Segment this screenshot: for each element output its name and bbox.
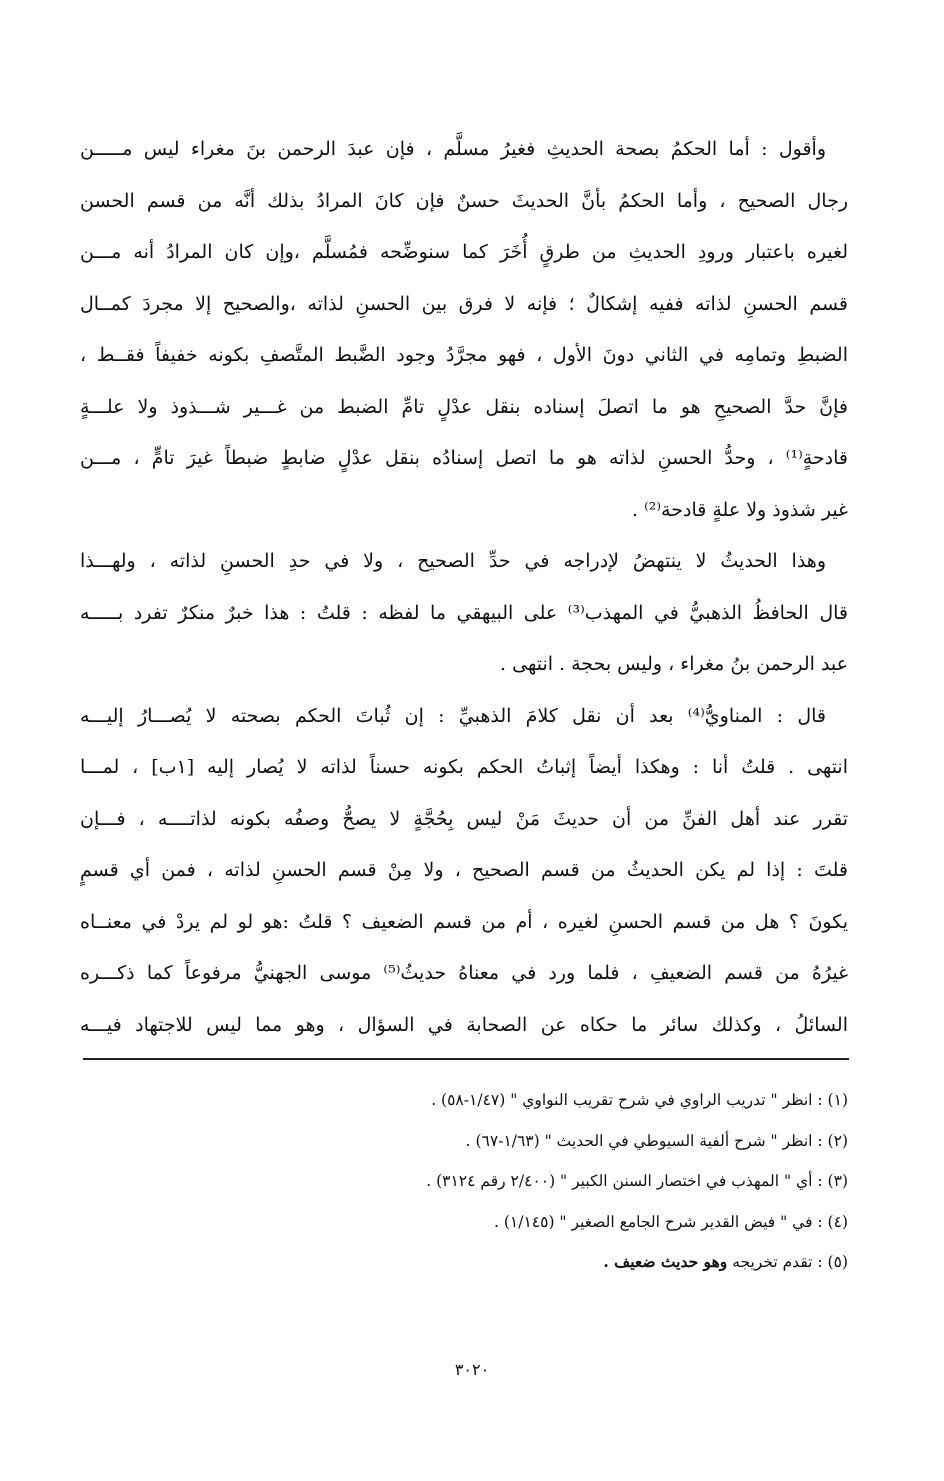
text-line: قسم الحسنِ لذاته ففيه إشكالٌ ؛ فإنه لا فرق بين الحسنِ لذاته ،والصحيح إلا مجردَ كمــال xyxy=(80,292,848,315)
text-line: الضبطِ وتمامِه في الثاني دونَ الأول ، فهو مجرَّدُ وجود الضَّبط المتَّصفِ بكونه خفيفاً فقــط ، xyxy=(80,344,848,366)
footnote-2: (٢) : انظر " شرح ألفية السيوطي في الحديث " (١/٦٣-٦٧) . xyxy=(465,1131,848,1150)
footnotes xyxy=(148,1080,848,1283)
footnote-5-emphasis: وهو حديث ضعيف . xyxy=(603,1252,728,1271)
footnote-1: (١) : انظر " تدريب الراوي في شرح تقريب النواوي " (١/٤٧-٥٨) . xyxy=(431,1091,848,1109)
text-line: تقرر عند أهل الفنِّ من أن حديثَ مَنْ ليس بِحُجَّةٍ لا يصحُّ وصفُه بكونه لذاتــــه ، فـــإن xyxy=(80,807,848,830)
footnote-5-text: (٥) : تقدم تخريجه xyxy=(727,1253,848,1271)
text-line: يكونَ ؟ هل من قسم الحسنِ لغيره ، أم من قسم الضعيف ؟ قلتُ :هو لو لم يردْ في معنــاه xyxy=(80,910,848,933)
page-number: ٣٠٢٠ xyxy=(454,1360,490,1379)
text-line: فإنَّ حدَّ الصحيحِ هو ما اتصلَ إسناده بنقل عدْلٍ تامِّ الضبط من غـــير شـــذوذ ولا علـــةٍ xyxy=(80,395,848,418)
text-line: غيرُهُ من قسم الضعيفِ ، فلما ورد في معناهُ حديثُ⁽⁵⁾ موسى الجهنيُّ مرفوعاً كما ذكـــره xyxy=(80,962,848,984)
text-line: عبد الرحمن بنُ مغراء ، وليس بحجة . انتهى . xyxy=(500,653,848,675)
text-line: غير شذوذ ولا علةٍ قادحة⁽²⁾ . xyxy=(632,498,848,521)
text-line: رجال الصحيح ، وأما الحكمُ بأنَّ الحديثَ حسنٌ فإن كانَ المرادُ بذلك أنَّه من قسم الحسن xyxy=(80,189,848,212)
text-line: قلتَ : إذا لم يكن الحديثُ من قسم الصحيح ، ولا مِنْ قسم الحسنِ لذاته ، فمن أي قسمٍ xyxy=(80,859,848,881)
footnote-4: (٤) : في " فيض القدير شرح الجامع الصغير " (١/١٤٥) . xyxy=(494,1212,848,1231)
footnote-divider xyxy=(83,1058,849,1060)
footnote-3: (٣) : أي " المهذب في اختصار السنن الكبير " (٢/٤٠٠ رقم ٣١٢٤) . xyxy=(426,1172,848,1190)
text-line: قال الحافظُ الذهبيُّ في المهذب⁽³⁾ على البيهقي ما لفظه : قلتُ : هذا خبرٌ منكرٌ تفرد بـــــه xyxy=(80,601,848,624)
text-line: انتهى . قلتُ أنا : وهكذا أيضاً إثباتُ الحكم بكونه حسناً لذاته لا يُصار إليه [١ب] ، لمـــا xyxy=(80,756,848,778)
text-line: وأقول : أما الحكمُ بصحة الحديثِ فغيرُ مسلَّم ، فإن عبدَ الرحمن بنَ مغراء ليس مـــــن xyxy=(80,138,826,160)
footnote-5 xyxy=(148,1242,848,1283)
text-line: وهذا الحديثُ لا ينتهضُ لإدراجه في حدِّ الصحيح ، ولا في حدِ الحسنِ لذاته ، ولهـــذا xyxy=(80,550,827,572)
main-text xyxy=(80,124,848,1051)
text-line: السائلُ ، وكذلك سائر ما حكاه عن الصحابة في السؤال ، وهو مما ليس للاجتهاد فيـــه xyxy=(80,1013,848,1036)
text-line: قادحةٍ⁽¹⁾ ، وحدُّ الحسنِ لذاته هو ما اتصل إسنادُه بنقل عدْلٍ ضابطٍ ضبطاً غيرَ تامٍّ ، مـــن xyxy=(80,447,848,469)
text-line: لغيره باعتبار ورودِ الحديثِ من طرقٍ أُخَرَ كما سنوضِّحه فمُسلَّم ،وإن كان المرادُ أنه مـــن xyxy=(80,241,848,263)
text-line: قال : المناويُّ⁽⁴⁾ بعد أن نقل كلامَ الذهبيِّ : إن ثُباتَ الحكم بصحته لا يُصـــارُ إليـــه xyxy=(80,704,826,727)
